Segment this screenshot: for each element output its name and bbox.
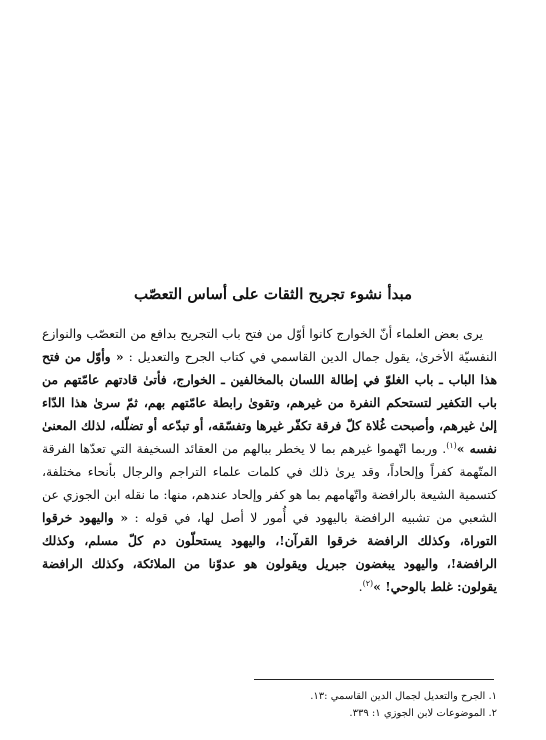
footnote-1: ١. الجرح والتعديل لجمال الدين القاسمي :١٣. (310, 691, 497, 702)
footnotes (42, 688, 497, 722)
quote-qasimi: « وأوّل من فتح هذا الباب ـ باب الغلوّ في إطالة اللسان بالمخالفين ـ الخوارج، فأتىٰ قادتهم عامّتهم من باب التكفير لتستحكم النفرة من غيرهم، وتقوىٰ رابطة عامّتهم بهم، ثمّ سرىٰ هذا الدّاء إلىٰ غيرهم، وأصبحت غُلاة كلّ فرقة تكفّر غيرها وتفسّقه، أو تبدّعه أو تضلّله، لذلك المعنىٰ نفسه » (42, 349, 497, 456)
footnote-divider (254, 679, 494, 680)
body-text (42, 322, 497, 598)
continuation-text: . وربما اتّهموا غيرهم بما لا يخطر ببالهم من العقائد السخيفة التي تعدّها الفرقة المتّهمة كفراً وإلحاداً، وقد يرىٰ ذلك في كلمات علماء التراجم والرجال بأنحاء مختلفة، كتسمية الشيعة بالرافضة واتّهامهم بما هو كفر وإلحاد عندهم، منها: ما نقله ابن الجوزي عن الشعبي من تشبيه الرافضة باليهود في أُمور لا أصل لها، في قوله : (42, 441, 497, 525)
footnote-ref-2: (٢) (362, 578, 374, 588)
intro-text: يرى بعض العلماء أنّ الخوارج كانوا أوّل من فتح باب التجريح بدافع من التعصّب والنوازع النفسيّة الأخرىٰ، يقول جمال الدين القاسمي في كتاب الجرح والتعديل : (42, 326, 498, 364)
footnote-ref-1: (١) (446, 440, 457, 450)
section-heading: مبدأ نشوء تجريح الثقات على أساس التعصّب (133, 285, 413, 303)
footnote-2: ٢. الموضوعات لابن الجوزي ١: ٣٣٩. (349, 708, 497, 719)
end-mark: . (358, 579, 363, 594)
quote-shabi: « واليهود خرقوا التوراة، وكذلك الرافضة خرقوا القرآن!، واليهود يستحلّون دم كلّ مسلم، وكذلك الرافضة!، واليهود يبغضون جبريل ويقولون هو عدوّنا من الملائكة، وكذلك الرافضة يقولون: غلط بالوحي! » (42, 510, 497, 594)
main-paragraph (42, 322, 497, 598)
